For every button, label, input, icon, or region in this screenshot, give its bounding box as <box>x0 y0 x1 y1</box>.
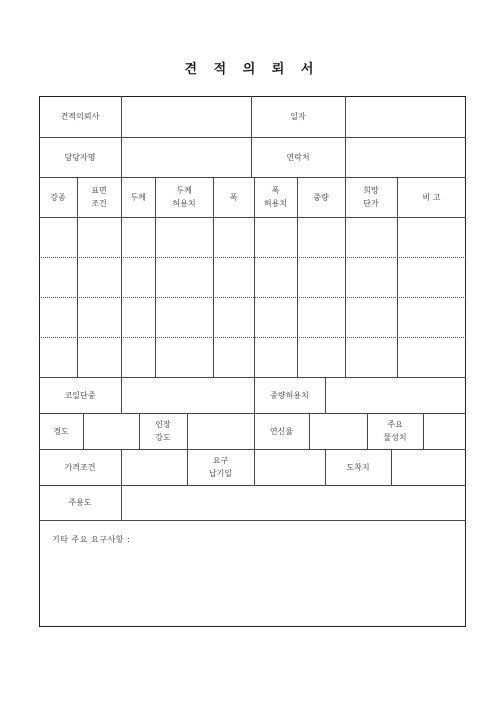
weight-tolerance-field[interactable] <box>325 377 466 413</box>
contact-label: 연락처 <box>286 152 310 162</box>
tensile-strength-field[interactable] <box>187 413 254 449</box>
tensile-strength-label: 인장 강도 <box>155 420 171 442</box>
thickness-header: 두께 <box>130 192 146 202</box>
requester-field[interactable] <box>121 96 251 137</box>
price-terms-field[interactable] <box>121 449 187 485</box>
coil-unit-weight-label: 코일단중 <box>64 390 96 400</box>
main-properties-field[interactable] <box>423 413 466 449</box>
price-terms-label: 가격조건 <box>64 462 96 472</box>
coil-unit-weight-field[interactable] <box>121 377 254 413</box>
destination-field[interactable] <box>391 449 466 485</box>
quote-request-form <box>39 96 466 627</box>
contact-field[interactable] <box>345 137 466 177</box>
item-row-divider <box>39 337 466 338</box>
manager-field[interactable] <box>121 137 251 177</box>
surface-condition-header: 표면 조건 <box>91 186 107 208</box>
item-row-divider <box>39 297 466 298</box>
weight-tolerance-label: 중량허용치 <box>270 390 309 400</box>
width-tolerance-header: 폭 허용치 <box>263 186 288 208</box>
elongation-field[interactable] <box>309 413 367 449</box>
other-requirements-field[interactable] <box>39 520 466 627</box>
destination-label: 도착지 <box>346 462 370 472</box>
elongation-label: 연신율 <box>269 426 294 436</box>
date-label: 일자 <box>290 112 306 121</box>
document-title: 견 적 의 뢰 서 <box>184 62 320 77</box>
main-properties-label: 주요 물성치 <box>383 420 407 442</box>
requester-label: 견적의뢰사 <box>60 112 100 121</box>
date-field[interactable] <box>345 96 466 137</box>
weight-header: 중량 <box>313 192 329 202</box>
desired-price-header: 희망 단가 <box>363 186 379 208</box>
remarks-header: 비 고 <box>422 192 441 202</box>
item-row-divider <box>39 257 466 258</box>
steel-type-header: 강종 <box>50 192 66 202</box>
required-delivery-label: 요구 납기일 <box>208 456 233 478</box>
width-header: 폭 <box>229 192 238 202</box>
usage-label: 주용도 <box>68 498 92 507</box>
other-requirements-label: 기타 주요 요구사항 : <box>52 535 131 544</box>
hardness-field[interactable] <box>83 413 139 449</box>
hardness-label: 경도 <box>53 426 69 436</box>
row-divider <box>39 217 466 218</box>
usage-field[interactable] <box>121 485 466 520</box>
thickness-tolerance-header: 두께 허용치 <box>172 186 196 208</box>
required-delivery-field[interactable] <box>254 449 325 485</box>
manager-label: 담당자명 <box>64 152 96 162</box>
